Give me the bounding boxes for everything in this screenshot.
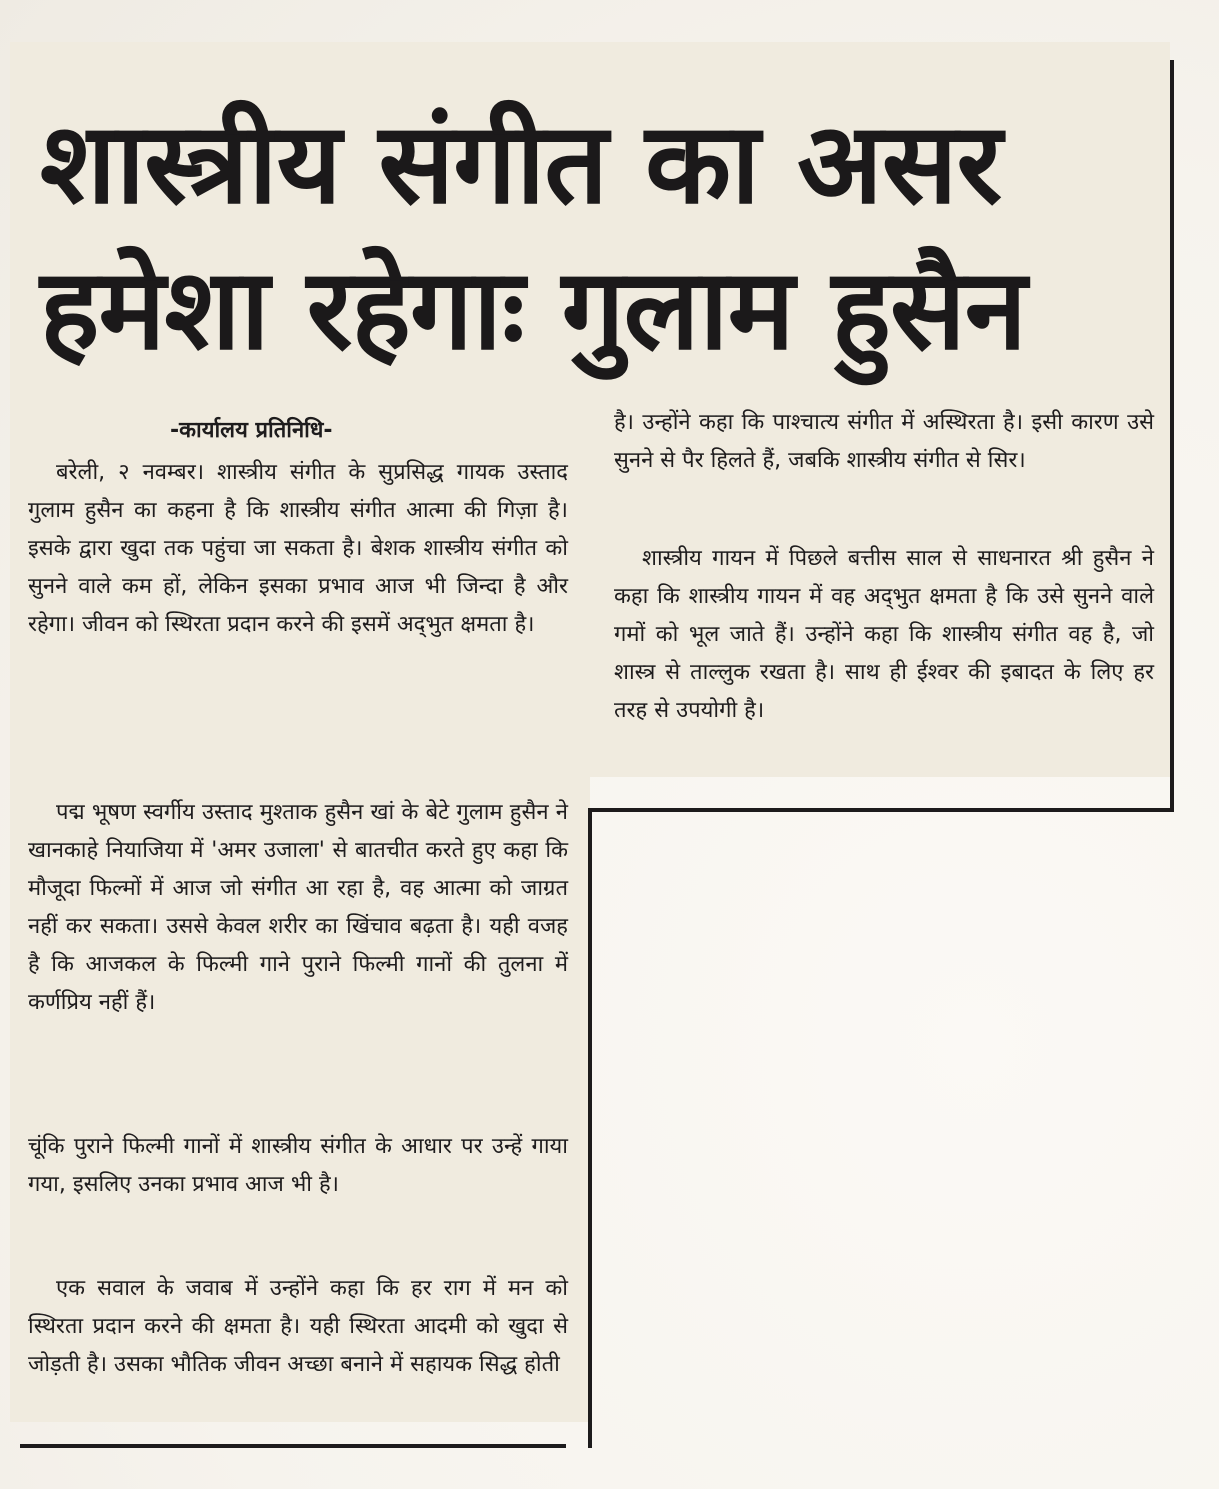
article-column-left-1 [28,454,568,644]
article-paragraph-4: एक सवाल के जवाब में उन्होंने कहा कि हर राग में मन को स्थिरता प्रदान करने की क्षमता है। यही स्थिरता आदमी को खुदा से जोड़ती है। उसका भौतिक जीवन अच्छा बनाने में सहायक सिद्ध होती [28,1276,568,1377]
article-column-right-1 [614,404,1154,480]
headline-line-1: शास्त्रीय संगीत का असर [40,99,1002,229]
column-rule-vertical [588,808,592,1448]
article-paragraph-5: है। उन्होंने कहा कि पाश्चात्य संगीत में अस्थिरता है। इसी कारण उसे सुनने से पैर हिलते हैं, जबकि शास्त्रीय संगीत से सिर। [614,410,1154,473]
article-column-left-4 [28,1270,568,1384]
newspaper-clipping [10,42,1170,1422]
headline-line-2: हमेशा रहेगाः गुलाम हुसैन [40,245,1026,375]
column-rule-horizontal [588,808,1174,812]
column-rule-right [1170,60,1174,812]
article-paragraph-6: शास्त्रीय गायन में पिछले बत्तीस साल से साधनारत श्री हुसैन ने कहा कि शास्त्रीय गायन में वह अद्‌भुत क्षमता है कि उसे सुनने वाले गमों को भूल जाते हैं। उन्होंने कहा कि शास्त्रीय संगीत वह है, जो शास्त्र से ताल्लुक रखता है। साथ ही ईश्वर की इबादत के लिए हर तरह से उपयोगी है। [614,546,1154,723]
article-column-left-2 [28,794,568,1022]
byline: -कार्यालय प्रतिनिधि- [170,418,333,443]
article-column-right-2 [614,540,1154,730]
article-paragraph-2: पद्म भूषण स्वर्गीय उस्ताद मुश्ताक हुसैन खां के बेटे गुलाम हुसैन ने खानकाहे नियाजिया में 'अमर उजाला' से बातचीत करते हुए कहा कि मौजूदा फिल्मों में आज जो संगीत आ रहा है, वह आत्मा को जाग्रत नहीं कर सकता। उससे केवल शरीर का खिंचाव बढ़ता है। यही वजह है कि आजकल के फिल्मी गाने पुराने फिल्मी गानों की तुलना में कर्णप्रिय नहीं हैं। [28,800,568,1015]
article-column-left-3 [28,1128,568,1204]
article-paragraph-1: बरेली, २ नवम्बर। शास्त्रीय संगीत के सुप्रसिद्ध गायक उस्ताद गुलाम हुसैन का कहना है कि शास्त्रीय संगीत आत्मा की गिज़ा है। इसके द्वारा खुदा तक पहुंचा जा सकता है। बेशक शास्त्रीय संगीत को सुनने वाले कम हों, लेकिन इसका प्रभाव आज भी जिन्दा है और रहेगा। जीवन को स्थिरता प्रदान करने की इसमें अद्‌भुत क्षमता है। [28,460,568,637]
article-paragraph-3: चूंकि पुराने फिल्मी गानों में शास्त्रीय संगीत के आधार पर उन्हें गाया गया, इसलिए उनका प्रभाव आज भी है। [28,1134,568,1197]
column-rule-bottom [20,1444,566,1448]
